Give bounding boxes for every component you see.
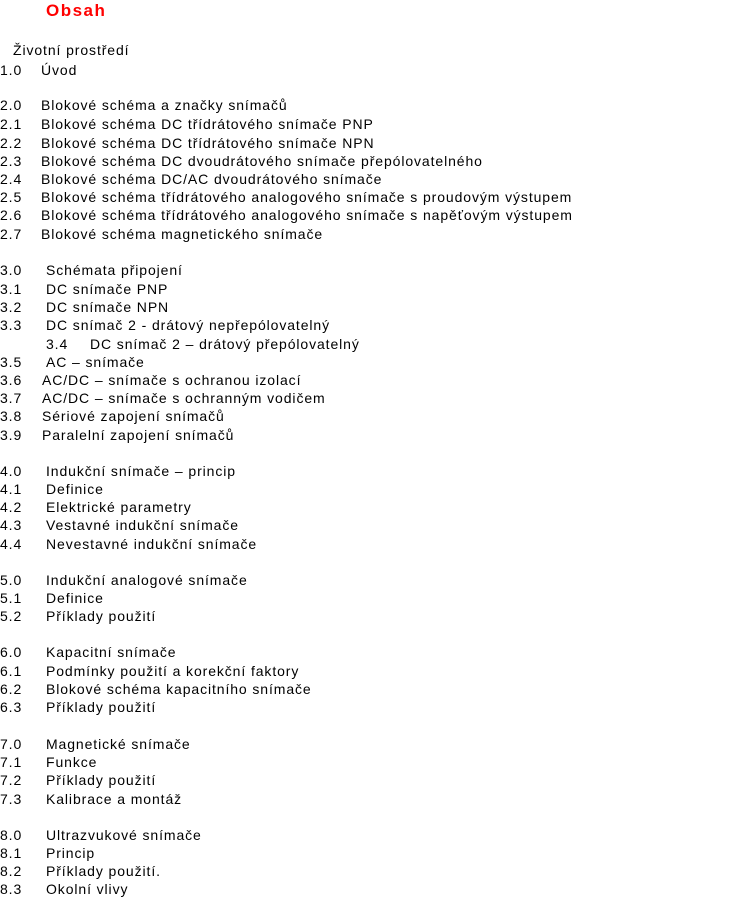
toc-title: Ultrazvukové snímače — [46, 827, 202, 843]
toc-title: Blokové schéma kapacitního snímače — [46, 681, 312, 697]
toc-title: DC snímač 2 - drátový nepřepólovatelný — [46, 317, 330, 333]
toc-number: 2.4 — [0, 171, 23, 187]
toc-title: DC snímač 2 – drátový přepólovatelný — [90, 336, 360, 352]
toc-title: Vestavné indukční snímače — [46, 517, 239, 533]
toc-title: Úvod — [41, 62, 78, 78]
toc-title: DC snímače NPN — [46, 299, 170, 315]
toc-number: 6.3 — [0, 699, 23, 715]
toc-title: Blokové schéma DC třídrátového snímače NPN — [41, 135, 375, 151]
toc-number: 5.1 — [0, 590, 23, 606]
toc-number: 1.0 — [0, 62, 23, 78]
toc-title: Nevestavné indukční snímače — [46, 536, 258, 552]
toc-number: 2.7 — [0, 226, 23, 242]
toc-number: 4.2 — [0, 499, 23, 515]
toc-number: 8.0 — [0, 827, 23, 843]
toc-title: AC – snímače — [46, 354, 145, 370]
toc-title: Příklady použití — [46, 772, 157, 788]
toc-title: Příklady použití — [46, 608, 157, 624]
toc-number: 3.5 — [0, 354, 23, 370]
toc-number: 2.6 — [0, 207, 23, 223]
toc-title: Okolní vlivy — [46, 881, 129, 897]
toc-number: 6.1 — [0, 663, 23, 679]
toc-title: Definice — [46, 481, 104, 497]
toc-title: DC snímače PNP — [46, 281, 169, 297]
toc-number: 3.1 — [0, 281, 23, 297]
toc-number: 8.2 — [0, 863, 23, 879]
toc-number: 2.1 — [0, 116, 23, 132]
toc-title: Blokové schéma a značky snímačů — [41, 97, 288, 113]
toc-title: Funkce — [46, 754, 98, 770]
toc-title: Magnetické snímače — [46, 736, 191, 752]
toc-number: 6.2 — [0, 681, 23, 697]
toc-number: 7.2 — [0, 772, 23, 788]
page-title: Obsah — [46, 1, 107, 20]
toc-title: AC/DC – snímače s ochranným vodičem — [42, 390, 326, 406]
toc-number: 4.3 — [0, 517, 23, 533]
toc-number: 2.0 — [0, 97, 23, 113]
toc-title: Blokové schéma třídrátového analogového snímače s napěťovým výstupem — [41, 207, 573, 223]
toc-title: Blokové schéma DC/AC dvoudrátového snímače — [41, 171, 383, 187]
toc-number: 6.0 — [0, 644, 23, 660]
toc-number: 7.3 — [0, 791, 23, 807]
toc-title: Indukční snímače – princip — [46, 463, 236, 479]
toc-title: Blokové schéma magnetického snímače — [41, 226, 324, 242]
toc-title: Schémata připojení — [46, 262, 183, 278]
toc-number: 3.7 — [0, 390, 23, 406]
toc-title: Příklady použití. — [46, 863, 161, 879]
toc-number: 5.2 — [0, 608, 23, 624]
toc-number: 3.4 — [46, 336, 69, 352]
toc-title: Blokové schéma DC dvoudrátového snímače přepólovatelného — [41, 153, 483, 169]
toc-title: Podmínky použití a korekční faktory — [46, 663, 300, 679]
toc-title: Indukční analogové snímače — [46, 572, 248, 588]
toc-number: 7.0 — [0, 736, 23, 752]
toc-number: 3.3 — [0, 317, 23, 333]
toc-number: 3.6 — [0, 372, 23, 388]
toc-number: 8.1 — [0, 845, 23, 861]
toc-title: Sériové zapojení snímačů — [42, 408, 225, 424]
toc-number: 2.5 — [0, 189, 23, 205]
toc-title: Kalibrace a montáž — [46, 791, 183, 807]
toc-title: Elektrické parametry — [46, 499, 192, 515]
toc-number: 7.1 — [0, 754, 23, 770]
toc-number: 3.0 — [0, 262, 23, 278]
toc-number: 5.0 — [0, 572, 23, 588]
toc-title: Kapacitní snímače — [46, 644, 177, 660]
toc-number: 8.3 — [0, 881, 23, 897]
toc-title: Paralelní zapojení snímačů — [42, 427, 235, 443]
toc-number: 4.4 — [0, 536, 23, 552]
toc-number: 2.2 — [0, 135, 23, 151]
toc-number: 4.1 — [0, 481, 23, 497]
toc-title: Blokové schéma třídrátového analogového snímače s proudovým výstupem — [41, 189, 573, 205]
toc-title: Princip — [46, 845, 96, 861]
toc-number: 3.9 — [0, 427, 23, 443]
toc-title: AC/DC – snímače s ochranou izolací — [42, 372, 302, 388]
toc-number: 4.0 — [0, 463, 23, 479]
toc-number: 3.8 — [0, 408, 23, 424]
toc-number: 2.3 — [0, 153, 23, 169]
toc-title: Blokové schéma DC třídrátového snímače PNP — [41, 116, 374, 132]
toc-title: Definice — [46, 590, 104, 606]
toc-title: Příklady použití — [46, 699, 157, 715]
toc-number: 3.2 — [0, 299, 23, 315]
toc-title: Životní prostředí — [13, 42, 130, 58]
